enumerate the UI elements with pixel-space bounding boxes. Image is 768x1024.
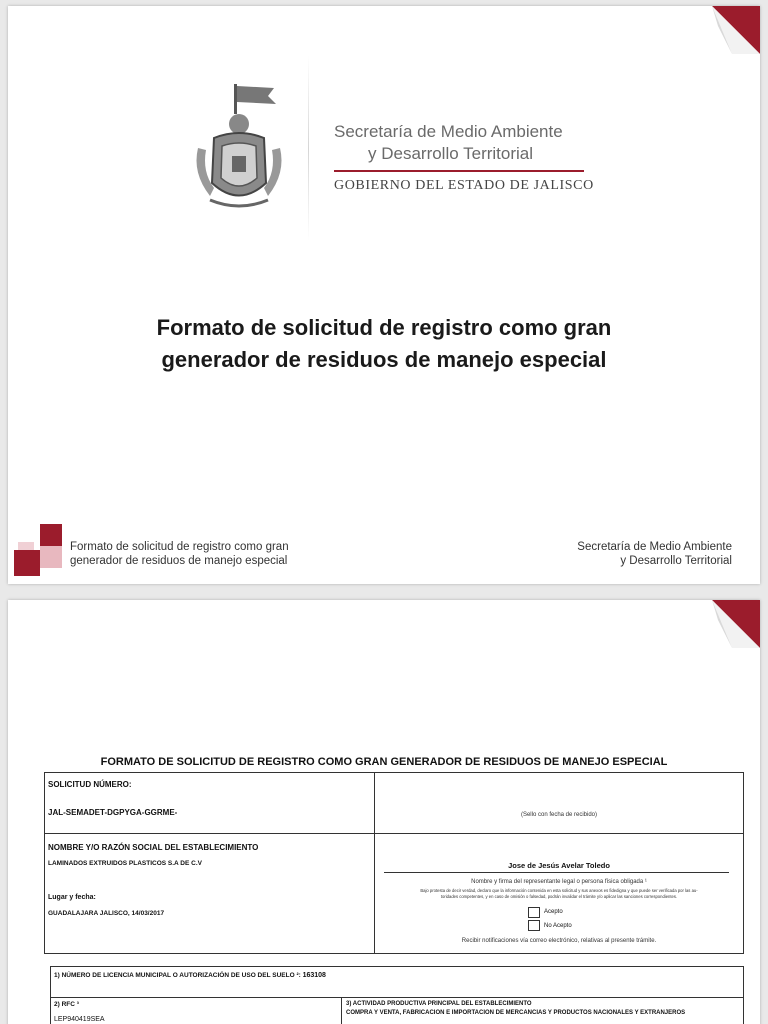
footer-document-name [70, 540, 289, 568]
licencia-value[interactable]: 163108 [302, 972, 326, 979]
actividad-value[interactable]: COMPRA Y VENTA, FABRICACION E IMPORTACION DE MERCANCIAS Y PRODUCTOS NACIONALES Y EXTRANJEROS [346, 1010, 686, 1016]
licencia-field [54, 972, 326, 979]
footer-right-line-2: y Desarrollo Territorial [620, 555, 732, 567]
acepto-checkbox[interactable] [528, 907, 540, 918]
footer-squares-logo [14, 524, 66, 576]
footer-left-line-1: Formato de solicitud de registro como gran [70, 541, 289, 553]
razon-social-value[interactable]: LAMINADOS EXTRUIDOS PLASTICOS S.A DE C.V [48, 860, 202, 867]
lugar-fecha-label: Lugar y fecha: [48, 894, 96, 901]
form-page [8, 600, 760, 1024]
protesta-text [378, 888, 740, 900]
sello-box [374, 772, 744, 834]
document-title [48, 312, 720, 376]
footer-right-line-1: Secretaría de Medio Ambiente [577, 541, 732, 553]
title-line-2: generador de residuos de manejo especial [161, 347, 607, 372]
sello-caption: (Sello con fecha de recibido) [520, 812, 598, 818]
form-title: FORMATO DE SOLICITUD DE REGISTRO COMO GRAN GENERADOR DE RESIDUOS DE MANEJO ESPECIAL [100, 756, 668, 768]
signature-line [384, 872, 729, 873]
gobierno-label: GOBIERNO DEL ESTADO DE JALISCO [334, 178, 594, 193]
no-acepto-label: No Acepto [544, 923, 572, 929]
corner-fold-icon [712, 6, 760, 54]
header-rule [334, 170, 584, 172]
razon-social-label: NOMBRE Y/O RAZÓN SOCIAL DEL ESTABLECIMIENTO [48, 843, 259, 852]
corner-fold-icon [712, 600, 760, 648]
representante-caption: Nombre y firma del representante legal o persona física obligada ¹ [471, 879, 647, 885]
secretaria-name: Secretaría de Medio Ambiente [334, 122, 563, 141]
jalisco-coat-of-arms-logo [184, 78, 294, 218]
header-divider [308, 56, 309, 241]
solicitud-number[interactable]: JAL-SEMADET-DGPYGA-GGRME- [48, 808, 178, 817]
rfc-value[interactable]: LEP940419SEA [54, 1016, 105, 1023]
footer-left-line-2: generador de residuos de manejo especial [70, 555, 288, 567]
protesta-line-2: toridades competentes, y en caso de omisión o falsedad, podrán invalidar el trámite y/o aplicar las sanciones correspondientes. [440, 894, 678, 899]
rfc-label: 2) RFC ³ [54, 1001, 79, 1008]
licencia-label: 1) NÚMERO DE LICENCIA MUNICIPAL O AUTORIZACIÓN DE USO DEL SUELO ²: [54, 972, 301, 979]
solicitud-label: SOLICITUD NÚMERO: [48, 780, 132, 789]
representante-name[interactable]: Jose de Jesús Avelar Toledo [508, 861, 610, 870]
secretaria-subname: y Desarrollo Territorial [368, 144, 534, 163]
protesta-line-1: Bajo protesta de decir verdad, declaro que la información contenida en esta solicitud y sus anexos es fidedigna y que puede ser verificada por las au- [420, 888, 698, 893]
no-acepto-checkbox[interactable] [528, 920, 540, 931]
title-line-1: Formato de solicitud de registro como gran [156, 315, 612, 340]
actividad-label: 3) ACTIVIDAD PRODUCTIVA PRINCIPAL DEL ESTABLECIMIENTO [346, 1001, 532, 1007]
cover-page [8, 6, 760, 584]
lugar-fecha-value[interactable]: GUADALAJARA JALISCO, 14/03/2017 [48, 910, 165, 917]
notificaciones-text: Recibir notificaciones vía correo electrónico, relativas al presente trámite. [461, 938, 657, 944]
footer-secretaria [577, 540, 732, 568]
licencia-box [50, 966, 744, 998]
acepto-label: Acepto [544, 909, 563, 915]
